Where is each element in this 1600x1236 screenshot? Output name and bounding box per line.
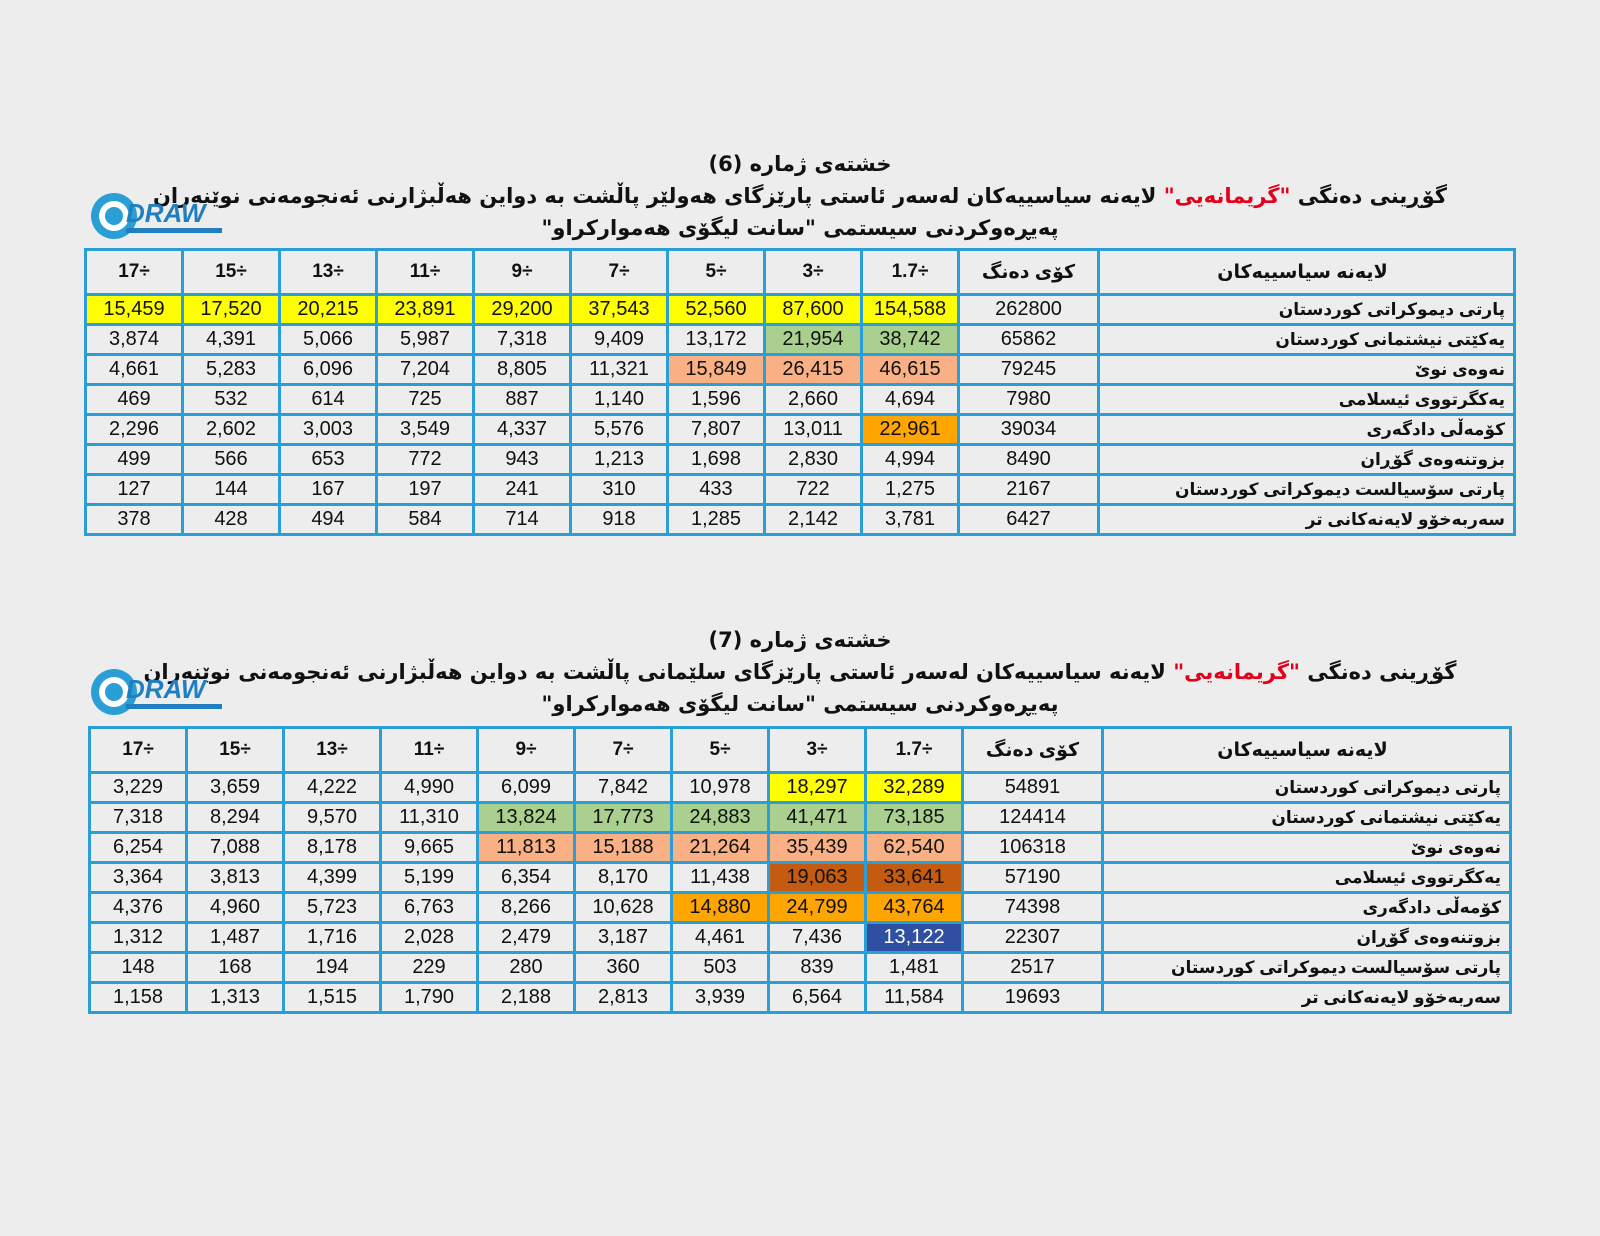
table-row: [86, 355, 1515, 385]
seat-quotient-cell: 4,990: [381, 773, 478, 803]
seat-quotient-cell: 148: [90, 953, 187, 983]
table-row: [90, 893, 1511, 923]
party-name-cell: کۆمەڵی دادگەری: [1103, 893, 1511, 923]
seat-quotient-cell: 26,415: [765, 355, 862, 385]
votes-table: [84, 248, 1516, 536]
seat-quotient-cell: 11,584: [866, 983, 963, 1013]
table-header-row: [86, 250, 1515, 295]
seat-quotient-cell: 241: [474, 475, 571, 505]
seat-quotient-cell: 7,318: [474, 325, 571, 355]
seat-quotient-cell: 19,063: [769, 863, 866, 893]
total-votes-cell: 7980: [959, 385, 1099, 415]
seat-quotient-cell: 433: [668, 475, 765, 505]
seat-quotient-cell: 1,716: [284, 923, 381, 953]
seat-quotient-cell: 772: [377, 445, 474, 475]
seat-quotient-cell: 194: [284, 953, 381, 983]
seat-quotient-cell: 3,003: [280, 415, 377, 445]
seat-quotient-cell: 10,628: [575, 893, 672, 923]
seat-quotient-cell: 9,409: [571, 325, 668, 355]
seat-quotient-cell: 15,459: [86, 295, 183, 325]
seat-quotient-cell: 6,763: [381, 893, 478, 923]
total-votes-cell: 2517: [963, 953, 1103, 983]
seat-quotient-cell: 3,813: [187, 863, 284, 893]
table-block-7: [0, 624, 1600, 1008]
subtitle-post: لایەنە سیاسییەکان لەسەر ئاستی پارێزگای هەولێر پاڵشت بە دواین هەڵبژارنی ئەنجومەنی نوێنەران: [153, 184, 1164, 208]
seat-quotient-cell: 11,321: [571, 355, 668, 385]
seat-quotient-cell: 469: [86, 385, 183, 415]
table-method-line: پەیڕەوکردنی سیستمی "سانت لیگۆی هەموارکراو": [541, 692, 1059, 716]
seat-quotient-cell: 32,289: [866, 773, 963, 803]
seat-quotient-cell: 1,596: [668, 385, 765, 415]
divisor-header: 1.7÷: [862, 250, 959, 295]
seat-quotient-cell: 839: [769, 953, 866, 983]
seat-quotient-cell: 1,275: [862, 475, 959, 505]
total-votes-cell: 19693: [963, 983, 1103, 1013]
table-row: [86, 415, 1515, 445]
seat-quotient-cell: 2,479: [478, 923, 575, 953]
logo-text: DRAW: [126, 674, 206, 704]
seat-quotient-cell: 503: [672, 953, 769, 983]
seat-quotient-cell: 3,874: [86, 325, 183, 355]
seat-quotient-cell: 2,660: [765, 385, 862, 415]
table-row: [90, 863, 1511, 893]
divisor-header: 9÷: [474, 250, 571, 295]
table-title-6: [0, 148, 1600, 244]
seat-quotient-cell: 4,222: [284, 773, 381, 803]
party-name-cell: بزوتنەوەی گۆڕان: [1103, 923, 1511, 953]
seat-quotient-cell: 37,543: [571, 295, 668, 325]
seat-quotient-cell: 29,200: [474, 295, 571, 325]
party-header: لایەنە سیاسییەکان: [1099, 250, 1515, 295]
seat-quotient-cell: 197: [377, 475, 474, 505]
seat-quotient-cell: 4,994: [862, 445, 959, 475]
seat-quotient-cell: 4,391: [183, 325, 280, 355]
party-name-cell: نەوەی نوێ: [1099, 355, 1515, 385]
seat-quotient-cell: 5,283: [183, 355, 280, 385]
table-subtitle: [0, 656, 1600, 688]
divisor-header: 13÷: [280, 250, 377, 295]
party-header: لایەنە سیاسییەکان: [1103, 728, 1511, 773]
party-name-cell: سەربەخۆو لایەنەکانی تر: [1099, 505, 1515, 535]
divisor-header: 7÷: [571, 250, 668, 295]
total-votes-cell: 74398: [963, 893, 1103, 923]
table-row: [86, 475, 1515, 505]
seat-quotient-cell: 23,891: [377, 295, 474, 325]
divisor-header: 15÷: [187, 728, 284, 773]
seat-quotient-cell: 35,439: [769, 833, 866, 863]
party-name-cell: بزوتنەوەی گۆڕان: [1099, 445, 1515, 475]
subtitle-pre: گۆڕینی دەنگی: [1299, 660, 1457, 684]
seat-quotient-cell: 13,011: [765, 415, 862, 445]
seat-quotient-cell: 5,066: [280, 325, 377, 355]
seat-quotient-cell: 7,088: [187, 833, 284, 863]
seat-quotient-cell: 2,813: [575, 983, 672, 1013]
total-votes-cell: 22307: [963, 923, 1103, 953]
seat-quotient-cell: 7,807: [668, 415, 765, 445]
seat-quotient-cell: 7,842: [575, 773, 672, 803]
party-name-cell: یەکگرتووی ئیسلامی: [1103, 863, 1511, 893]
seat-quotient-cell: 9,665: [381, 833, 478, 863]
total-votes-cell: 2167: [959, 475, 1099, 505]
seat-quotient-cell: 2,142: [765, 505, 862, 535]
party-name-cell: یەکێتی نیشتمانی کوردستان: [1099, 325, 1515, 355]
seat-quotient-cell: 280: [478, 953, 575, 983]
seat-quotient-cell: 2,188: [478, 983, 575, 1013]
seat-quotient-cell: 4,376: [90, 893, 187, 923]
seat-quotient-cell: 5,723: [284, 893, 381, 923]
subtitle-highlight: "گریمانەیی": [1163, 184, 1291, 208]
seat-quotient-cell: 1,285: [668, 505, 765, 535]
seat-quotient-cell: 4,661: [86, 355, 183, 385]
seat-quotient-cell: 378: [86, 505, 183, 535]
seat-quotient-cell: 6,564: [769, 983, 866, 1013]
seat-quotient-cell: 4,461: [672, 923, 769, 953]
divisor-header: 17÷: [90, 728, 187, 773]
seat-quotient-cell: 15,188: [575, 833, 672, 863]
seat-quotient-cell: 8,294: [187, 803, 284, 833]
divisor-header: 11÷: [381, 728, 478, 773]
seat-quotient-cell: 532: [183, 385, 280, 415]
divisor-header: 15÷: [183, 250, 280, 295]
table-subtitle: [0, 180, 1600, 212]
seat-quotient-cell: 4,694: [862, 385, 959, 415]
seat-quotient-cell: 4,337: [474, 415, 571, 445]
seat-quotient-cell: 8,805: [474, 355, 571, 385]
table-block-6: [0, 148, 1600, 530]
party-name-cell: یەکێتی نیشتمانی کوردستان: [1103, 803, 1511, 833]
draw-logo-icon: [90, 190, 230, 242]
table-row: [90, 953, 1511, 983]
seat-quotient-cell: 7,318: [90, 803, 187, 833]
seat-quotient-cell: 2,602: [183, 415, 280, 445]
table-row: [86, 385, 1515, 415]
votes-table: [88, 726, 1512, 1014]
seat-quotient-cell: 13,122: [866, 923, 963, 953]
subtitle-highlight: "گریمانەیی": [1173, 660, 1300, 684]
seat-quotient-cell: 21,264: [672, 833, 769, 863]
seat-quotient-cell: 46,615: [862, 355, 959, 385]
draw-logo-icon: [90, 666, 230, 718]
seat-quotient-cell: 52,560: [668, 295, 765, 325]
divisor-header: 11÷: [377, 250, 474, 295]
total-votes-cell: 262800: [959, 295, 1099, 325]
seat-quotient-cell: 3,364: [90, 863, 187, 893]
table-row: [86, 325, 1515, 355]
seat-quotient-cell: 2,296: [86, 415, 183, 445]
total-votes-cell: 6427: [959, 505, 1099, 535]
seat-quotient-cell: 87,600: [765, 295, 862, 325]
party-name-cell: یەکگرتووی ئیسلامی: [1099, 385, 1515, 415]
divisor-header: 13÷: [284, 728, 381, 773]
seat-quotient-cell: 310: [571, 475, 668, 505]
party-name-cell: پارتی سۆسیالست دیموکراتی کوردستان: [1099, 475, 1515, 505]
divisor-header: 1.7÷: [866, 728, 963, 773]
party-name-cell: پارتی دیموکراتی کوردستان: [1099, 295, 1515, 325]
seat-quotient-cell: 5,576: [571, 415, 668, 445]
seat-quotient-cell: 127: [86, 475, 183, 505]
total-votes-cell: 79245: [959, 355, 1099, 385]
table-row: [86, 295, 1515, 325]
seat-quotient-cell: 1,158: [90, 983, 187, 1013]
seat-quotient-cell: 1,312: [90, 923, 187, 953]
party-name-cell: کۆمەڵی دادگەری: [1099, 415, 1515, 445]
divisor-header: 9÷: [478, 728, 575, 773]
seat-quotient-cell: 1,790: [381, 983, 478, 1013]
seat-quotient-cell: 1,698: [668, 445, 765, 475]
seat-quotient-cell: 3,187: [575, 923, 672, 953]
seat-quotient-cell: 566: [183, 445, 280, 475]
subtitle-post: لایەنە سیاسییەکان لەسەر ئاستی پارێزگای سلێمانی پاڵشت بە دواین هەڵبژارنی ئەنجومەنی نوێنەران: [143, 660, 1174, 684]
divisor-header: 5÷: [668, 250, 765, 295]
seat-quotient-cell: 3,549: [377, 415, 474, 445]
seat-quotient-cell: 6,354: [478, 863, 575, 893]
total-votes-cell: 65862: [959, 325, 1099, 355]
table-row: [90, 923, 1511, 953]
seat-quotient-cell: 943: [474, 445, 571, 475]
divisor-header: 5÷: [672, 728, 769, 773]
seat-quotient-cell: 5,199: [381, 863, 478, 893]
seat-quotient-cell: 4,399: [284, 863, 381, 893]
subtitle-pre: گۆڕینی دەنگی: [1290, 184, 1447, 208]
divisor-header: 3÷: [765, 250, 862, 295]
seat-quotient-cell: 2,028: [381, 923, 478, 953]
seat-quotient-cell: 6,254: [90, 833, 187, 863]
seat-quotient-cell: 3,781: [862, 505, 959, 535]
seat-quotient-cell: 3,939: [672, 983, 769, 1013]
table-method-line: پەیڕەوکردنی سیستمی "سانت لیگۆی هەموارکراو": [541, 216, 1059, 240]
divisor-header: 17÷: [86, 250, 183, 295]
seat-quotient-cell: 714: [474, 505, 571, 535]
seat-quotient-cell: 5,987: [377, 325, 474, 355]
table-row: [90, 983, 1511, 1013]
seat-quotient-cell: 15,849: [668, 355, 765, 385]
seat-quotient-cell: 653: [280, 445, 377, 475]
seat-quotient-cell: 918: [571, 505, 668, 535]
table-row: [86, 505, 1515, 535]
total-votes-cell: 39034: [959, 415, 1099, 445]
seat-quotient-cell: 1,487: [187, 923, 284, 953]
seat-quotient-cell: 13,824: [478, 803, 575, 833]
table-row: [86, 445, 1515, 475]
seat-quotient-cell: 8,178: [284, 833, 381, 863]
seat-quotient-cell: 20,215: [280, 295, 377, 325]
seat-quotient-cell: 4,960: [187, 893, 284, 923]
seat-quotient-cell: 8,170: [575, 863, 672, 893]
seat-quotient-cell: 18,297: [769, 773, 866, 803]
party-name-cell: سەربەخۆو لایەنەکانی تر: [1103, 983, 1511, 1013]
seat-quotient-cell: 17,520: [183, 295, 280, 325]
table-row: [90, 803, 1511, 833]
seat-quotient-cell: 499: [86, 445, 183, 475]
seat-quotient-cell: 584: [377, 505, 474, 535]
seat-quotient-cell: 41,471: [769, 803, 866, 833]
table-header-row: [90, 728, 1511, 773]
seat-quotient-cell: 73,185: [866, 803, 963, 833]
seat-quotient-cell: 7,436: [769, 923, 866, 953]
seat-quotient-cell: 1,313: [187, 983, 284, 1013]
seat-quotient-cell: 33,641: [866, 863, 963, 893]
seat-quotient-cell: 21,954: [765, 325, 862, 355]
total-votes-header: کۆی دەنگ: [963, 728, 1103, 773]
seat-quotient-cell: 154,588: [862, 295, 959, 325]
logo-text: DRAW: [126, 198, 206, 228]
seat-quotient-cell: 3,229: [90, 773, 187, 803]
party-name-cell: نەوەی نوێ: [1103, 833, 1511, 863]
seat-quotient-cell: 7,204: [377, 355, 474, 385]
seat-quotient-cell: 24,883: [672, 803, 769, 833]
seat-quotient-cell: 1,140: [571, 385, 668, 415]
seat-quotient-cell: 167: [280, 475, 377, 505]
seat-quotient-cell: 428: [183, 505, 280, 535]
divisor-header: 3÷: [769, 728, 866, 773]
seat-quotient-cell: 144: [183, 475, 280, 505]
seat-quotient-cell: 8,266: [478, 893, 575, 923]
seat-quotient-cell: 17,773: [575, 803, 672, 833]
seat-quotient-cell: 9,570: [284, 803, 381, 833]
seat-quotient-cell: 6,096: [280, 355, 377, 385]
table-number-heading: خشتەی ژمارە (6): [708, 152, 892, 176]
seat-quotient-cell: 614: [280, 385, 377, 415]
seat-quotient-cell: 1,213: [571, 445, 668, 475]
total-votes-cell: 57190: [963, 863, 1103, 893]
total-votes-header: کۆی دەنگ: [959, 250, 1099, 295]
seat-quotient-cell: 43,764: [866, 893, 963, 923]
seat-quotient-cell: 24,799: [769, 893, 866, 923]
seat-quotient-cell: 229: [381, 953, 478, 983]
total-votes-cell: 54891: [963, 773, 1103, 803]
seat-quotient-cell: 722: [765, 475, 862, 505]
seat-quotient-cell: 62,540: [866, 833, 963, 863]
seat-quotient-cell: 168: [187, 953, 284, 983]
total-votes-cell: 124414: [963, 803, 1103, 833]
seat-quotient-cell: 11,310: [381, 803, 478, 833]
seat-quotient-cell: 1,481: [866, 953, 963, 983]
seat-quotient-cell: 38,742: [862, 325, 959, 355]
seat-quotient-cell: 22,961: [862, 415, 959, 445]
seat-quotient-cell: 14,880: [672, 893, 769, 923]
seat-quotient-cell: 13,172: [668, 325, 765, 355]
table-number-heading: خشتەی ژمارە (7): [708, 628, 892, 652]
party-name-cell: پارتی سۆسیالست دیموکراتی کوردستان: [1103, 953, 1511, 983]
seat-quotient-cell: 725: [377, 385, 474, 415]
seat-quotient-cell: 887: [474, 385, 571, 415]
party-name-cell: پارتی دیموکراتی کوردستان: [1103, 773, 1511, 803]
seat-quotient-cell: 360: [575, 953, 672, 983]
seat-quotient-cell: 2,830: [765, 445, 862, 475]
seat-quotient-cell: 494: [280, 505, 377, 535]
seat-quotient-cell: 10,978: [672, 773, 769, 803]
seat-quotient-cell: 11,438: [672, 863, 769, 893]
seat-quotient-cell: 1,515: [284, 983, 381, 1013]
table-row: [90, 833, 1511, 863]
total-votes-cell: 106318: [963, 833, 1103, 863]
table-row: [90, 773, 1511, 803]
seat-quotient-cell: 6,099: [478, 773, 575, 803]
table-title-7: [0, 624, 1600, 720]
divisor-header: 7÷: [575, 728, 672, 773]
total-votes-cell: 8490: [959, 445, 1099, 475]
seat-quotient-cell: 3,659: [187, 773, 284, 803]
seat-quotient-cell: 11,813: [478, 833, 575, 863]
